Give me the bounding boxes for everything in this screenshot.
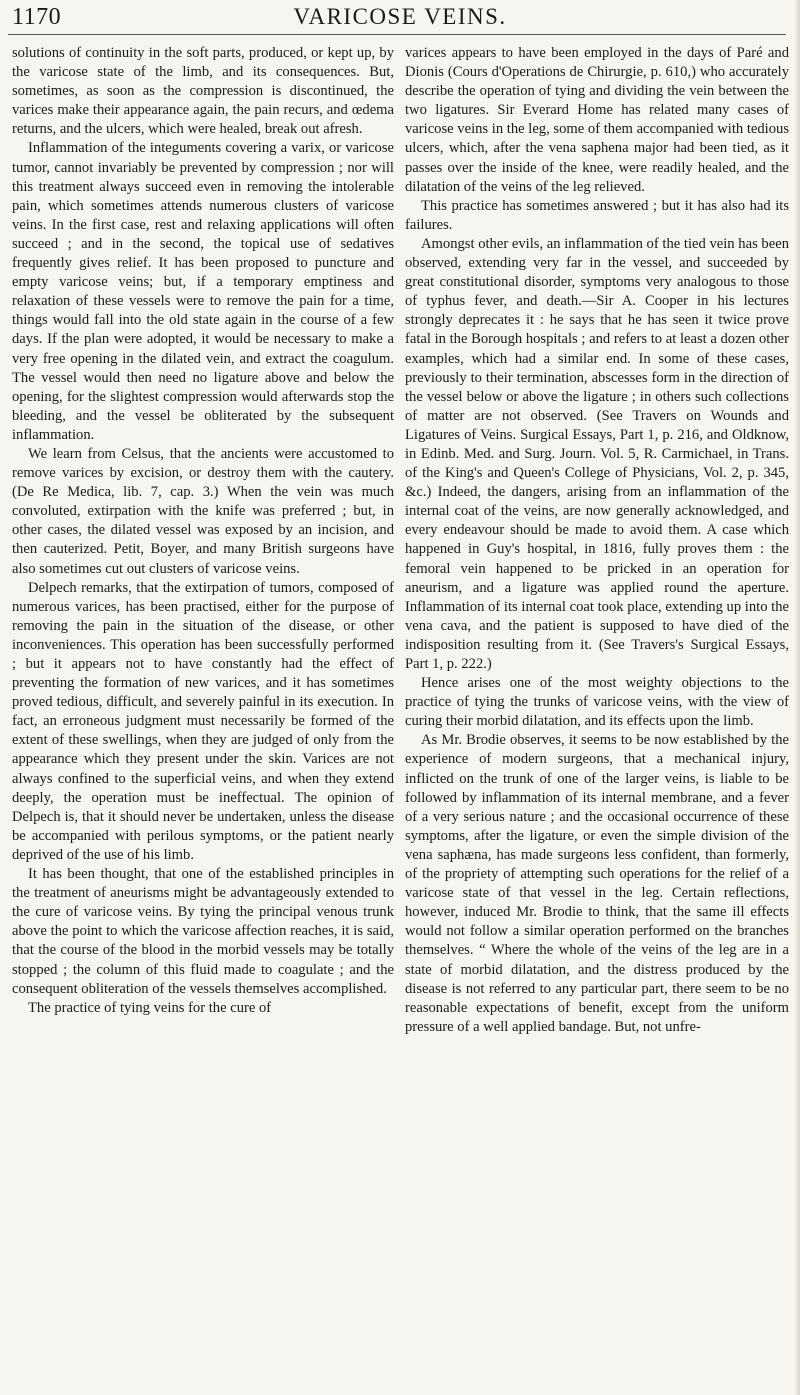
paragraph: Amongst other evils, an inflammation of the tied vein has been observed, extending very far in the vessel, and succeeded by great constitutional disorder, symptoms very analogous to those of typhus fever, and death.—Sir A. Cooper in his lectures strongly deprecates it : he says that he has seen it twice prove fatal in the Borough hospitals ; and refers to at least a dozen other examples, which had a similar end. In some of these cases, previously to their termination, abscesses form in the direction of the vessel below or above the ligature ; in others such collections of matter are not observed. (See Travers on Wounds and Ligatures of Veins. Surgical Essays, Part 1, p. 216, and Oldknow, in Edinb. Med. and Surg. Journ. Vol. 5, R. Carmichael, in Trans. of the King's and Queen's College of Physicians, Vol. 2, p. 345, &c.) Indeed, the dangers, arising from an inflammation of the internal coat of the veins, are now generally acknowledged, and every endeavour should be made to avoid them. A case which happened in Guy's hospital, in 1816, fully proves them : the femoral vein happened to be pricked in an operation for aneurism, and a ligature was applied round the aperture. Inflammation of its internal coat took place, extending up into the vena cava, and the patient is supposed to have died of the indisposition resulting from it. (See Travers's Surgical Essays, Part 1, p. 222.) [405,235,789,672]
paragraph: We learn from Celsus, that the ancients were accustomed to remove varices by excision, or destroy them with the cautery. (De Re Medica, lib. 7, cap. 3.) When the vein was much convoluted, extirpation with the knife was preferred ; but, in other cases, the dilated vessel was exposed by an incision, and then cauterized. Petit, Boyer, and many British surgeons have also sometimes cut out clusters of varicose veins. [12,445,394,577]
paragraph: varices appears to have been employed in the days of Paré and Dionis (Cours d'Operations de Chirurgie, p. 610,) who accurately describe the operation of tying and dividing the vein between the two ligatures. Sir Everard Home has related many cases of varicose veins in the leg, some of them accompanied with tedious ulcers, which, after the vena saphena major had been tied, as it passes over the inside of the knee, were readily healed, and the dilatation of the veins of the leg relieved. [405,45,789,195]
paragraph: Inflammation of the integuments covering a varix, or varicose tumor, cannot invariably be prevented by compression ; nor will this treatment always succeed even in removing the intolerable pain, which sometimes attends numerous clusters of varicose veins. In the first case, rest and relaxing applications will often succeed ; and in the second, the topical use of sedatives frequently gives relief. It has been proposed to puncture and empty varicose veins; but, if a temporary emptiness and relaxation of these vessels were to remove the pain for a time, things would fall into the old state again in the course of a few days. If the plan were adopted, it would be necessary to make a very free opening in the dilated vein, and extract the coagulum. The vessel would then need no ligature above and below the opening, for the slightest compression would afterwards stop the bleeding, and the vessel be obliterated by the subsequent inflammation. [12,140,394,443]
left-column [12,44,394,1018]
paragraph: This practice has sometimes answered ; but it has also had its failures. [405,197,789,233]
header-rule [8,34,786,35]
paragraph: As Mr. Brodie observes, it seems to be now established by the experience of modern surgeons, that a mechanical injury, inflicted on the trunk of one of the larger veins, is liable to be followed by inflammation of its internal membrane, and a fever of a very serious nature ; and the occasional occurrence of these symptoms, after the ligature, or even the simple division of the vena saphæna, has made surgeons less confident, than formerly, of the propriety of attempting such operations for the relief of a varicose state of that vessel in the leg. Certain reflections, however, induced Mr. Brodie to think, that the same ill effects would not follow a similar operation performed on the branches themselves. “ Where the whole of the veins of the leg are in a state of morbid dilatation, and the distress produced by the disease is not referred to any particular part, there seem to be no reasonable expectations of benefit, except from the uniform pressure of a well applied bandage. But, not unfre- [405,732,789,1035]
paragraph: Hence arises one of the most weighty objections to the practice of tying the trunks of varicose veins, with the view of curing their morbid dilatation, and its effects upon the limb. [405,675,789,730]
paragraph: solutions of continuity in the soft parts, produced, or kept up, by the varicose state of the limb, and its consequences. But, sometimes, as soon as the compression is discontinued, the varices make their appearance again, the pain recurs, and œdema returns, and the ulcers, which were healed, break out afresh. [12,45,394,138]
page-header [0,4,800,34]
right-column [405,44,789,1037]
paragraph: Delpech remarks, that the extirpation of tumors, composed of numerous varices, has been practised, either for the purpose of removing the pain in the situation of the disease, or other inconveniences. This operation has been successfully performed ; but it appears not to have constantly had the effect of preventing the formation of new varices, and it has sometimes proved tedious, difficult, and severely painful in its execution. In fact, an erroneous judgment must necessarily be formed of the extent of these swellings, when they are judged of only from the appearance which they present under the skin. Varices are not always confined to the superficial veins, and when they extend deeply, the operation must be ineffectual. The opinion of Delpech is, that it should never be undertaken, unless the disease be accompanied with perilous symptoms, or the patient nearly deprived of the use of his limb. [12,579,394,863]
page-edge-shadow [794,0,800,1395]
page-number: 1170 [12,4,62,30]
paragraph: It has been thought, that one of the established principles in the treatment of aneurisms might be advantageously extended to the cure of varicose veins. By tying the principal venous trunk above the point to which the varicose affection reaches, it is said, that the course of the blood in the morbid vessels may be totally stopped ; the column of this fluid made to coagulate ; and the consequent obliteration of the vessels themselves accomplished. [12,866,394,997]
running-head: VARICOSE VEINS. [293,4,507,29]
paragraph: The practice of tying veins for the cure of [28,999,272,1016]
